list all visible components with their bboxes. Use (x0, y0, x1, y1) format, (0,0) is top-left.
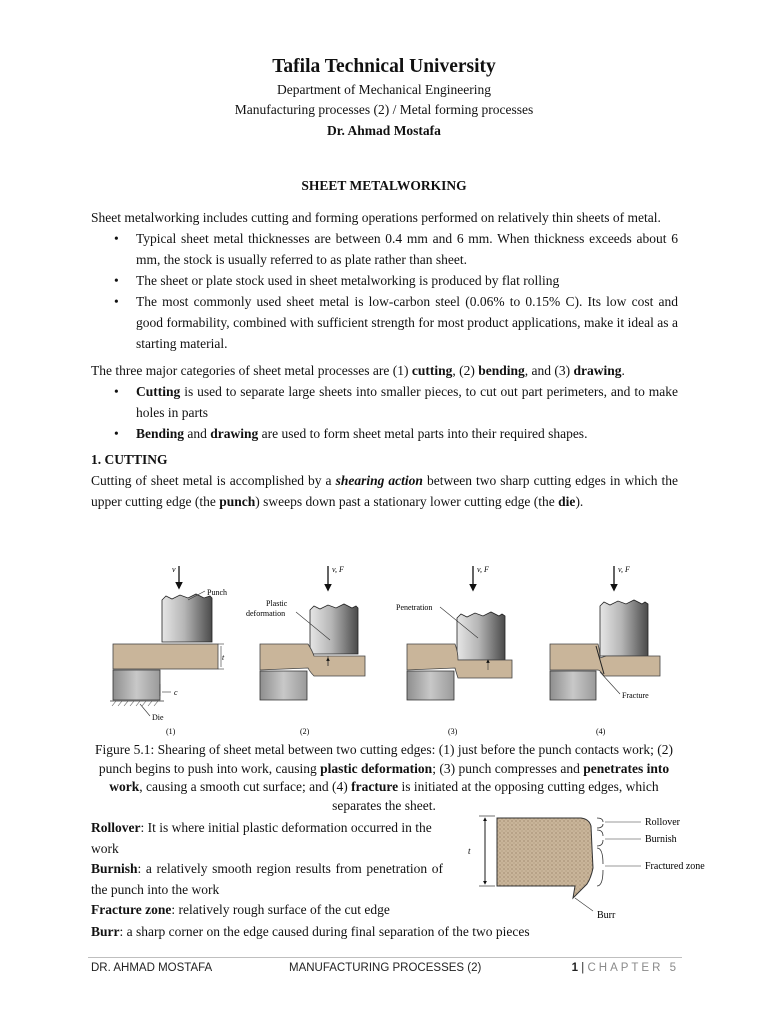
fractured-zone-label: Fractured zone (645, 861, 705, 872)
fracture-label: Fracture (622, 691, 649, 700)
category-bullet-list (91, 381, 678, 444)
thickness-label: t (222, 653, 225, 662)
sheet-shape (113, 644, 218, 669)
plastic-label-1: Plastic (266, 599, 288, 608)
footer-page-info: 1 | CHAPTER 5 (571, 962, 679, 974)
burr-definition: Burr: a sharp corner on the edge caused during final separation of the two pieces (91, 924, 530, 939)
penetration-label: Penetration (396, 603, 433, 612)
fracture-definition: Fracture zone: relatively rough surface of the cut edge (91, 902, 390, 917)
footer-course: MANUFACTURING PROCESSES (2) (289, 962, 482, 974)
body-text (91, 207, 678, 512)
stage-4-number: (4) (596, 727, 606, 736)
department-name: Department of Mechanical Engineering (276, 82, 492, 97)
list-item: • Typical sheet metal thicknesses are between 0.4 mm and 6 mm. When thickness exceeds about 6 mm, the stock is usually referred to as plate rather than sheet. (91, 228, 678, 270)
thickness-label: t (468, 846, 471, 856)
burnish-label: Burnish (645, 834, 677, 845)
punch-shape (310, 604, 358, 654)
shearing-figure (100, 560, 670, 740)
footer-author: DR. AHMAD MOSTAFA (91, 962, 213, 974)
footer-divider (88, 957, 682, 958)
velocity-force-label: v, F (332, 565, 344, 574)
edge-definitions (91, 818, 443, 921)
stage-1-number: (1) (166, 727, 176, 736)
chapter-label: CHAPTER 5 (587, 962, 679, 974)
rollover-label: Rollover (645, 817, 680, 828)
sheared-edge-figure (455, 808, 755, 926)
page-number: 1 (571, 962, 579, 974)
punch-shape (457, 612, 505, 660)
plastic-label-2: deformation (246, 609, 286, 618)
sheared-edge-shape (497, 818, 593, 898)
punch-shape (600, 600, 648, 656)
stage-4-diagram (550, 565, 660, 736)
burnish-definition: Burnish: a relatively smooth region results from penetration of the punch into the work (91, 861, 443, 897)
clearance-label: c (174, 688, 178, 697)
section-title: SHEET METALWORKING (301, 178, 467, 193)
velocity-force-label: v, F (618, 565, 630, 574)
intro-paragraph: Sheet metalworking includes cutting and forming operations performed on relatively thin sheets of metal. (91, 210, 661, 225)
cutting-heading: 1. CUTTING (91, 452, 168, 467)
course-name: Manufacturing processes (2) / Metal forming processes (234, 102, 534, 117)
document-header (0, 54, 768, 141)
stage-2-diagram (246, 565, 365, 736)
stage-3-number: (3) (448, 727, 458, 736)
page-footer (91, 962, 679, 976)
stage-1-diagram (110, 565, 227, 736)
die-shape (550, 671, 596, 700)
instructor-name: Dr. Ahmad Mostafa (327, 123, 441, 138)
figure-caption: Figure 5.1: Shearing of sheet metal between two cutting edges: (1) just before the punch contacts work; (2) punch begins to push into work, causing plastic deformation; (3) punch compresses and penetrates into work, causing a smooth cut surface; and (4) fracture is initiated at the opposing cutting edges, which separates the sheet. (94, 742, 674, 813)
categories-paragraph: The three major categories of sheet metal processes are (1) cutting, (2) bending, and (3) drawing. (91, 363, 625, 378)
university-name: Tafila Technical University (272, 56, 496, 77)
punch-label: Punch (207, 588, 227, 597)
intro-bullet-list (91, 228, 678, 354)
velocity-label: v (172, 565, 176, 574)
list-item: • Bending and drawing are used to form sheet metal parts into their required shapes. (91, 423, 678, 444)
die-shape (407, 671, 454, 700)
velocity-force-label: v, F (477, 565, 489, 574)
cutting-paragraph: Cutting of sheet metal is accomplished by a shearing action between two sharp cutting edges in which the upper cutting edge (the punch) sweeps down past a stationary lower cutting edge (the die). (91, 473, 678, 509)
die-shape (113, 670, 160, 700)
list-item: • The most commonly used sheet metal is low-carbon steel (0.06% to 0.15% C). Its low cost and good formability, combined with sufficient strength for most product applications, make it ideal as a starting material. (91, 291, 678, 354)
rollover-definition: Rollover: It is where initial plastic deformation occurred in the work (91, 820, 432, 856)
stage-3-diagram (396, 565, 512, 736)
stage-2-number: (2) (300, 727, 310, 736)
list-item: • Cutting is used to separate large sheets into smaller pieces, to cut out part perimeters, and to make holes in parts (91, 381, 678, 423)
die-shape (260, 671, 307, 700)
list-item: • The sheet or plate stock used in sheet metalworking is produced by flat rolling (91, 270, 678, 291)
burr-label: Burr (597, 910, 616, 921)
punch-shape (162, 594, 212, 642)
die-label: Die (152, 713, 164, 722)
